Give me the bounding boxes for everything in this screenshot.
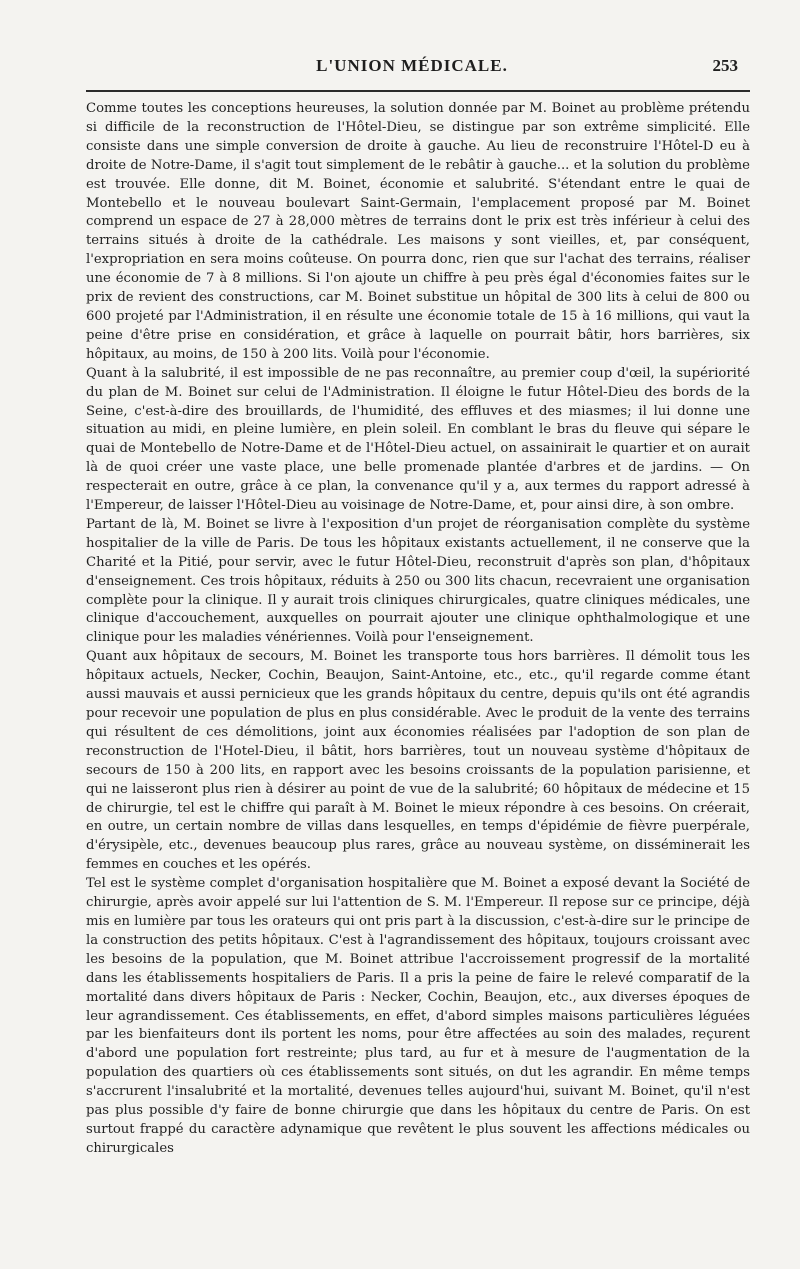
- page-number: 253: [712, 56, 738, 75]
- journal-title: L'UNION MÉDICALE.: [316, 56, 508, 75]
- running-header: [86, 56, 738, 80]
- article-body: [86, 100, 750, 1159]
- header-rule: [86, 90, 750, 92]
- paragraph-systeme-complet: Tel est le système complet d'organisation hospitalière que M. Boinet a exposé devant la Société de chirurgie, après avoir appelé sur lui l'attention de S. M. l'Empereur. Il repose sur ce principe, déjà mis en lumière par tous les orateurs qui ont pris part à la discussion, c'est-à-dire sur le principe de la construction des petits hôpitaux. C'est à l'agrandissement des hôpitaux, toujours croissant avec les besoins de la population, que M. Boinet attribue l'accroissement progressif de la mortalité dans les établissements hospitaliers de Paris. Il a pris la peine de faire le relevé comparatif de la mortalité dans divers hôpitaux de Paris : Necker, Cochin, Beaujon, etc., aux diverses époques de leur agrandissement. Ces établissements, en effet, d'abord simples maisons particulières léguées par les bienfaiteurs dont ils portent les noms, pour être affectées au soin des malades, reçurent d'abord une population fort restreinte; plus tard, au fur et à mesure de l'augmentation de la population des quartiers où ces établissements sont situés, on dut les agrandir. En même temps s'accrurent l'insalubrité et la mortalité, devenues telles aujourd'hui, suivant M. Boinet, qu'il n'est pas plus possible d'y faire de bonne chirurgie que dans les hôpitaux du centre de Paris. On est surtout frappé du caractère adynamique que revêtent le plus souvent les affections médicales ou chirurgicales: [86, 876, 750, 1156]
- paragraph-hopitaux-secours: Quant aux hôpitaux de secours, M. Boinet les transporte tous hors barrières. Il démolit tous les hôpitaux actuels, Necker, Cochin, Beaujon, Saint-Antoine, etc., etc., qu'il regarde comme étant aussi mauvais et aussi pernicieux que les grands hôpitaux du centre, depuis qu'ils ont été agrandis pour recevoir une population de plus en plus considérable. Avec le produit de la vente des terrains qui résultent de ces démolitions, joint aux économies réalisées par l'adoption de son plan de reconstruction de l'Hotel-Dieu, il bâtit, hors barrières, tout un nouveau système d'hôpitaux de secours de 150 à 200 lits, en rapport avec les besoins croissants de la population parisienne, et qui ne laisseront plus rien à désirer au point de vue de la salubrité; 60 hôpitaux de médecine et 15 de chirurgie, tel est le chiffre qui paraît à M. Boinet le mieux répondre à ces besoins. On créerait, en outre, un certain nombre de villas dans lesquelles, en temps d'épidémie de fièvre puerpérale, d'érysipèle, etc., devenues beaucoup plus rares, grâce au nouveau système, on disséminerait les femmes en couches et les opérés.: [86, 649, 750, 873]
- paragraph-economie: Comme toutes les conceptions heureuses, la solution donnée par M. Boinet au problème prétendu si difficile de la reconstruction de l'Hôtel-Dieu, se distingue par son extrême simplicité. Elle consiste dans une simple conversion de droite à gauche. Au lieu de reconstruire l'Hôtel-D eu à droite de Notre-Dame, il s'agit tout simplement de le rebâtir à gauche... et la solution du problème est trouvée. Elle donne, dit M. Boinet, économie et salubrité. S'étendant entre le quai de Montebello et le nouveau boulevart Saint-Germain, l'emplacement proposé par M. Boinet comprend un espace de 27 à 28,000 mètres de terrains dont le prix est très inférieur à celui des terrains situés à droite de la cathédrale. Les maisons y sont vieilles, et, par conséquent, l'expropriation en sera moins coûteuse. On pourra donc, rien que sur l'achat des terrains, réaliser une économie de 7 à 8 millions. Si l'on ajoute un chiffre à peu près égal d'économies faites sur le prix de revient des constructions, car M. Boinet substitue un hôpital de 300 lits à celui de 800 ou 600 projeté par l'Administration, il en résulte une économie totale de 15 à 16 millions, qui vaut la peine d'être prise en considération, et grâce à laquelle on pourrait bâtir, hors barrières, six hôpitaux, au moins, de 150 à 200 lits. Voilà pour l'économie.: [86, 101, 750, 362]
- paragraph-enseignement: Partant de là, M. Boinet se livre à l'exposition d'un projet de réorganisation complète du système hospitalier de la ville de Paris. De tous les hôpitaux existants actuellement, il ne conserve que la Charité et la Pitié, pour servir, avec le futur Hôtel-Dieu, reconstruit d'après son plan, d'hôpitaux d'enseignement. Ces trois hôpitaux, réduits à 250 ou 300 lits chacun, recevraient une organisation complète pour la clinique. Il y aurait trois cliniques chirurgicales, quatre cliniques médicales, une clinique d'accouchement, auxquelles on pourrait ajouter une clinique ophthalmologique et une clinique pour les maladies vénériennes. Voilà pour l'enseignement.: [86, 516, 750, 646]
- paragraph-salubrite: Quant à la salubrité, il est impossible de ne pas reconnaître, au premier coup d'œil, la supériorité du plan de M. Boinet sur celui de l'Administration. Il éloigne le futur Hôtel-Dieu des bords de la Seine, c'est-à-dire des brouillards, de l'humidité, des effluves et des miasmes; il lui donne une situation au midi, en pleine lumière, en plein soleil. En comblant le bras du fleuve qui sépare le quai de Montebello de Notre-Dame et de l'Hôtel-Dieu actuel, on assainirait le quartier et on aurait là de quoi créer une vaste place, une belle promenade plantée d'arbres et de jardins. — On respecterait en outre, grâce à ce plan, la convenance qu'il y a, aux termes du rapport adressé à l'Empereur, de laisser l'Hôtel-Dieu au voisinage de Notre-Dame, et, pour ainsi dire, à son ombre.: [86, 365, 750, 514]
